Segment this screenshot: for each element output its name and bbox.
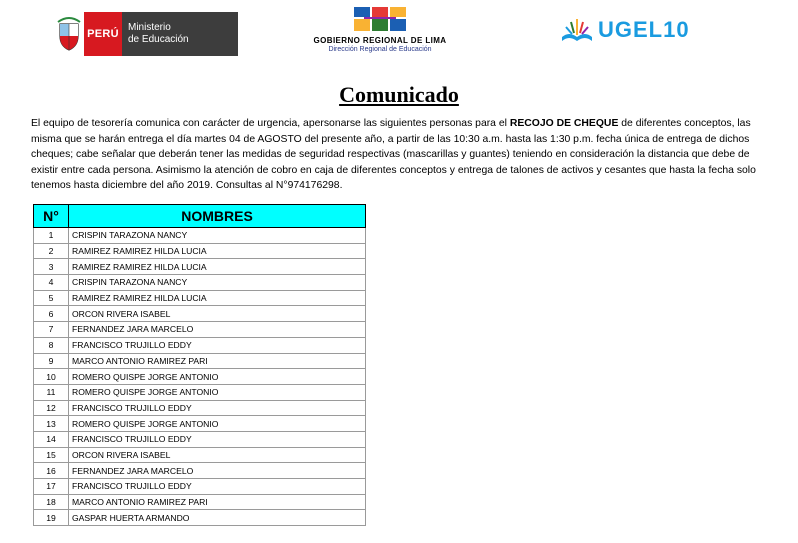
- paragraph-bold: RECOJO DE CHEQUE: [509, 118, 619, 129]
- row-number: 18: [34, 494, 69, 510]
- row-name: CRISPIN TARAZONA NANCY: [69, 275, 366, 291]
- table-row: [34, 479, 366, 495]
- table-row: [34, 400, 366, 416]
- row-name: MARCO ANTONIO RAMIREZ PARI: [69, 353, 366, 369]
- table-row: [34, 353, 366, 369]
- row-name: CRISPIN TARAZONA NANCY: [69, 228, 366, 244]
- row-name: FRANCISCO TRUJILLO EDDY: [69, 400, 366, 416]
- table-row: [34, 447, 366, 463]
- ugel-label: UGEL10: [598, 17, 690, 42]
- row-name: ROMERO QUISPE JORGE ANTONIO: [69, 384, 366, 400]
- table-row: [34, 510, 366, 526]
- open-book-icon: [560, 15, 594, 45]
- row-number: 10: [34, 369, 69, 385]
- table-row: [34, 337, 366, 353]
- row-name: FERNANDEZ JARA MARCELO: [69, 322, 366, 338]
- row-name: ROMERO QUISPE JORGE ANTONIO: [69, 369, 366, 385]
- row-name: FRANCISCO TRUJILLO EDDY: [69, 337, 366, 353]
- row-name: ORCON RIVERA ISABEL: [69, 447, 366, 463]
- row-name: FRANCISCO TRUJILLO EDDY: [69, 431, 366, 447]
- table-row: [34, 431, 366, 447]
- gobierno-regional-lima-logo: [305, 5, 455, 57]
- lima-title: GOBIERNO REGIONAL DE LIMA: [313, 36, 447, 45]
- paragraph-part2: de diferentes conceptos, las misma que se harán entrega el día martes 04 de AGOSTO del presente año, a partir de las 10:30 a.m. hasta las 1:30 p.m. fecha única de entrega de dichos cheques; cabe señalar que deberán tener las medidas de seguridad respectivas (mascarillas y guantes) teniendo en consideración la distancia que debe de existir entre cada persona. Asimismo la atención de cobro en caja de diferentes conceptos y entrega de talones de activos y cesantes que hasta la fecha solo tenemos hasta diciembre del año 2019. Consultas al N°974176298.: [31, 118, 756, 192]
- ministerio-label: [122, 12, 238, 56]
- ministerio-line2: de Educación: [128, 34, 189, 45]
- page-title: Comunicado: [339, 82, 459, 107]
- row-name: FERNANDEZ JARA MARCELO: [69, 463, 366, 479]
- peru-coat-of-arms-icon: [54, 12, 84, 56]
- table-row: [34, 416, 366, 432]
- names-table: [33, 204, 366, 526]
- table-header-row: [34, 205, 366, 228]
- table-row: [34, 384, 366, 400]
- ministerio-line1: Ministerio: [128, 22, 171, 33]
- row-name: MARCO ANTONIO RAMIREZ PARI: [69, 494, 366, 510]
- row-name: RAMIREZ RAMIREZ HILDA LUCIA: [69, 259, 366, 275]
- table-row: [34, 259, 366, 275]
- table-row: [34, 369, 366, 385]
- row-number: 12: [34, 400, 69, 416]
- row-name: ROMERO QUISPE JORGE ANTONIO: [69, 416, 366, 432]
- table-row: [34, 290, 366, 306]
- announcement-paragraph: [31, 116, 776, 194]
- paragraph-part1: El equipo de tesorería comunica con carácter de urgencia, apersonarse las siguientes personas para el: [31, 118, 510, 129]
- row-number: 13: [34, 416, 69, 432]
- row-number: 1: [34, 228, 69, 244]
- row-number: 9: [34, 353, 69, 369]
- table-row: [34, 463, 366, 479]
- row-number: 4: [34, 275, 69, 291]
- header-names: NOMBRES: [69, 205, 366, 228]
- header-number: N°: [34, 205, 69, 228]
- row-name: ORCON RIVERA ISABEL: [69, 306, 366, 322]
- row-name: RAMIREZ RAMIREZ HILDA LUCIA: [69, 290, 366, 306]
- table-row: [34, 228, 366, 244]
- row-number: 17: [34, 479, 69, 495]
- row-number: 5: [34, 290, 69, 306]
- row-number: 8: [34, 337, 69, 353]
- row-number: 7: [34, 322, 69, 338]
- table-row: [34, 322, 366, 338]
- table-body: [34, 228, 366, 526]
- row-number: 3: [34, 259, 69, 275]
- row-number: 16: [34, 463, 69, 479]
- ministerio-educacion-logo: [54, 12, 238, 56]
- peru-label: PERÚ: [84, 12, 122, 56]
- row-name: GASPAR HUERTA ARMANDO: [69, 510, 366, 526]
- ugel10-logo: [560, 14, 690, 46]
- lima-subtitle: Dirección Regional de Educación: [328, 46, 432, 53]
- table-row: [34, 494, 366, 510]
- row-name: RAMIREZ RAMIREZ HILDA LUCIA: [69, 243, 366, 259]
- row-number: 15: [34, 447, 69, 463]
- row-number: 2: [34, 243, 69, 259]
- table-row: [34, 243, 366, 259]
- row-name: FRANCISCO TRUJILLO EDDY: [69, 479, 366, 495]
- row-number: 19: [34, 510, 69, 526]
- table-row: [34, 306, 366, 322]
- table-row: [34, 275, 366, 291]
- row-number: 14: [34, 431, 69, 447]
- row-number: 11: [34, 384, 69, 400]
- lima-emblem-icon: [350, 5, 410, 35]
- row-number: 6: [34, 306, 69, 322]
